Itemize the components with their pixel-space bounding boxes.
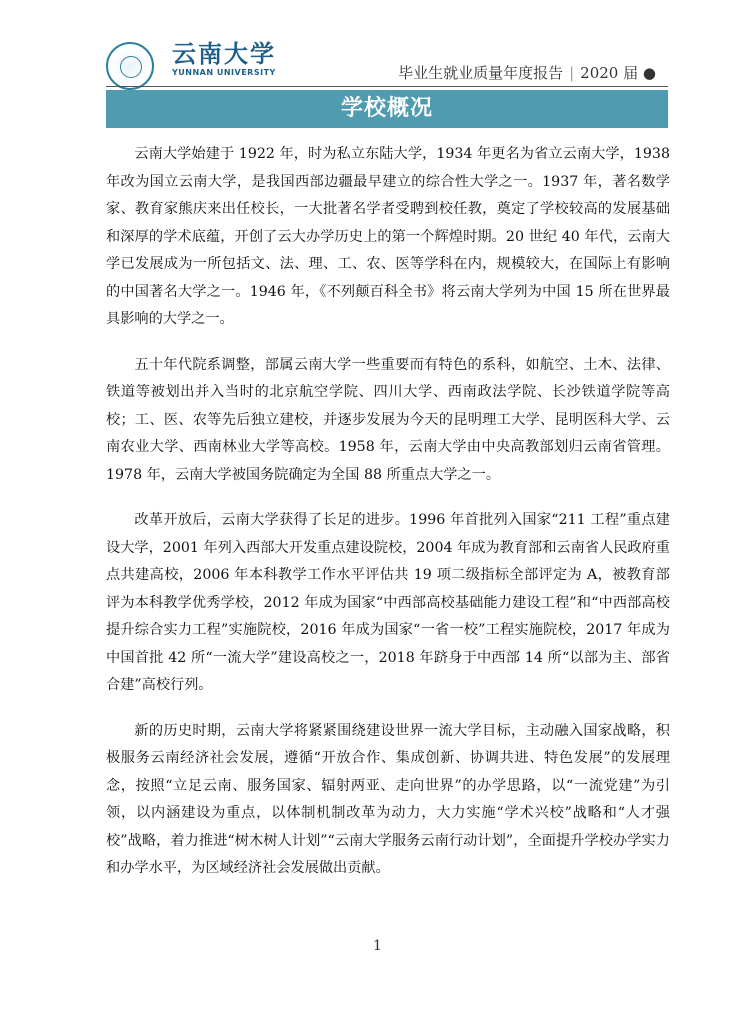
paragraph: 新的历史时期，云南大学将紧紧围绕建设世界一流大学目标，主动融入国家战略，积极服务云南经济社会发展，遵循“开放合作、集成创新、协调共进、特色发展”的发展理念，按照“立足云南、服务国家、辐射两亚、走向世界”的办学思路，以“一流党建”为引领，以内涵建设为重点，以体制机制改革为动力，大力实施“学术兴校”战略和“人才强校”战略，着力推进“树木树人计划”“云南大学服务云南行动计划”，全面提升学校办学实力和办学水平，为区域经济社会发展做出贡献。 xyxy=(106,722,670,876)
paragraph: 改革开放后，云南大学获得了长足的进步。1996 年首批列入国家“211 工程”重点建设大学，2001 年列入西部大开发重点建设院校，2004 年成为教育部和云南省人民政府重点共建高校，2006 年本科教学工作水平评估共 19 项二级指标全部评定为 A，被教育部评为本科教学优秀学校，2012 年成为国家“中西部高校基础能力建设工程”和“中西部高校提升综合实力工程”实施院校，2016 年成为国家“一省一校”工程实施院校，2017 年成为中国首批 42 所“一流大学”建设高校之一，2018 年跻身于中西部 14 所“以部为主、部省合建”高校行列。 xyxy=(106,512,670,693)
university-logo-cn: 云南大学 xyxy=(172,40,276,68)
paragraph: 云南大学始建于 1922 年，时为私立东陆大学，1934 年更名为省立云南大学，1938 年改为国立云南大学，是我国西部边疆最早建立的综合性大学之一。1937 年，著名数学家、教育家熊庆来出任校长，一大批著名学者受聘到校任教，奠定了学校较高的发展基础和深厚的学术底蕴，开创了云大办学历史上的第一个辉煌时期。20 世纪 40 年代，云南大学已发展成为一所包括文、法、理、工、农、医等学科在内，规模较大，在国际上有影响的中国著名大学之一。1946 年，《不列颠百科全书》将云南大学列为中国 15 所在世界最具影响的大学之一。 xyxy=(106,146,670,327)
page-header xyxy=(0,0,755,86)
report-header xyxy=(398,62,656,83)
university-emblem-icon xyxy=(106,42,154,90)
paragraph: 五十年代院系调整，部属云南大学一些重要而有特色的系科，如航空、土木、法律、铁道等被划出并入当时的北京航空学院、四川大学、西南政法学院、长沙铁道学院等高校；工、医、农等先后独立建校，并逐步发展为今天的昆明理工大学、昆明医科大学、云南农业大学、西南林业大学等高校。1958 年，云南大学由中央高教部划归云南省管理。1978 年，云南大学被国务院确定为全国 88 所重点大学之一。 xyxy=(106,356,670,483)
university-logo-en: YUNNAN UNIVERSITY xyxy=(172,68,276,77)
report-title: 毕业生就业质量年度报告 xyxy=(398,64,564,82)
body-text xyxy=(106,141,670,901)
section-title: 学校概况 xyxy=(106,90,668,128)
header-separator: | xyxy=(569,64,575,82)
report-year: 2020 届 xyxy=(580,64,639,82)
header-divider xyxy=(106,86,668,87)
page-number: 1 xyxy=(373,938,382,954)
header-dot-icon: ● xyxy=(642,64,656,82)
